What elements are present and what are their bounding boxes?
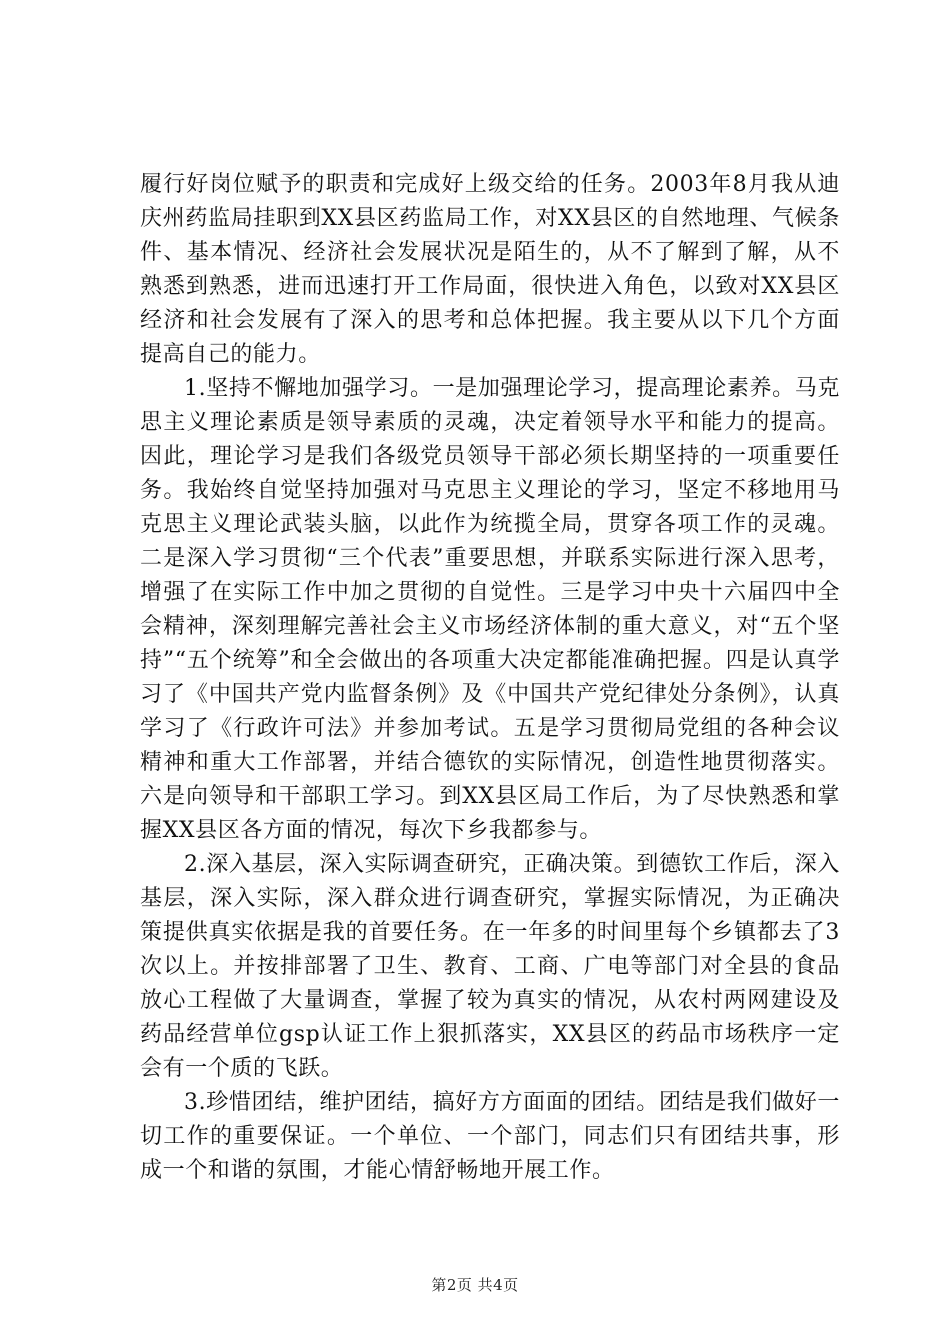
paragraph-item-2-research: 2.深入基层，深入实际调查研究，正确决策。到德钦工作后，深入基层，深入实际，深入群众进行调查研究，掌握实际情况，为正确决策提供真实依据是我的首要任务。在一年多的时间里每个乡镇都去了3次以上。并按排部署了卫生、教育、工商、广电等部门对全县的食品放心工程做了大量调查，掌握了较为真实的情况，从农村两网建设及药品经营单位gsp认证工作上狠抓落实，XX县区的药品市场秩序一定会有一个质的飞跃。 xyxy=(140,852,840,1081)
paragraph-item-1-study: 1.坚持不懈地加强学习。一是加强理论学习，提高理论素养。马克思主义理论素质是领导素质的灵魂，决定着领导水平和能力的提高。因此，理论学习是我们各级党员领导干部必须长期坚持的一项重要任务。我始终自觉坚持加强对马克思主义理论的学习，坚定不移地用马克思主义理论武装头脑，以此作为统揽全局，贯穿各项工作的灵魂。二是深入学习贯彻“三个代表”重要思想，并联系实际进行深入思考，增强了在实际工作中加之贯彻的自觉性。三是学习中央十六届四中全会精神，深刻理解完善社会主义市场经济体制的重大意义，对“五个坚持”“五个统筹”和全会做出的各项重大决定都能准确把握。四是认真学习了《中国共产党内监督条例》及《中国共产党纪律处分条例》，认真学习了《行政许可法》并参加考试。五是学习贯彻局党组的各种会议精神和重大工作部署，并结合德钦的实际情况，创造性地贯彻落实。六是向领导和干部职工学习。到XX县区局工作后，为了尽快熟悉和掌握XX县区各方面的情况，每次下乡我都参与。 xyxy=(140,376,840,843)
document-body xyxy=(140,168,840,1188)
paragraph-item-3-unity: 3.珍惜团结，维护团结，搞好方方面面的团结。团结是我们做好一切工作的重要保证。一个单位、一个部门，同志们只有团结共事，形成一个和谐的氛围，才能心情舒畅地开展工作。 xyxy=(140,1090,840,1183)
paragraph-continuation: 履行好岗位赋予的职责和完成好上级交给的任务。2003年8月我从迪庆州药监局挂职到XX县区药监局工作，对XX县区的自然地理、气候条件、基本情况、经济社会发展状况是陌生的，从不了解到了解，从不熟悉到熟悉，进而迅速打开工作局面，很快进入角色，以致对XX县区经济和社会发展有了深入的思考和总体把握。我主要从以下几个方面提高自己的能力。 xyxy=(140,172,840,367)
page-number-footer: 第2页 共4页 xyxy=(431,1276,519,1294)
